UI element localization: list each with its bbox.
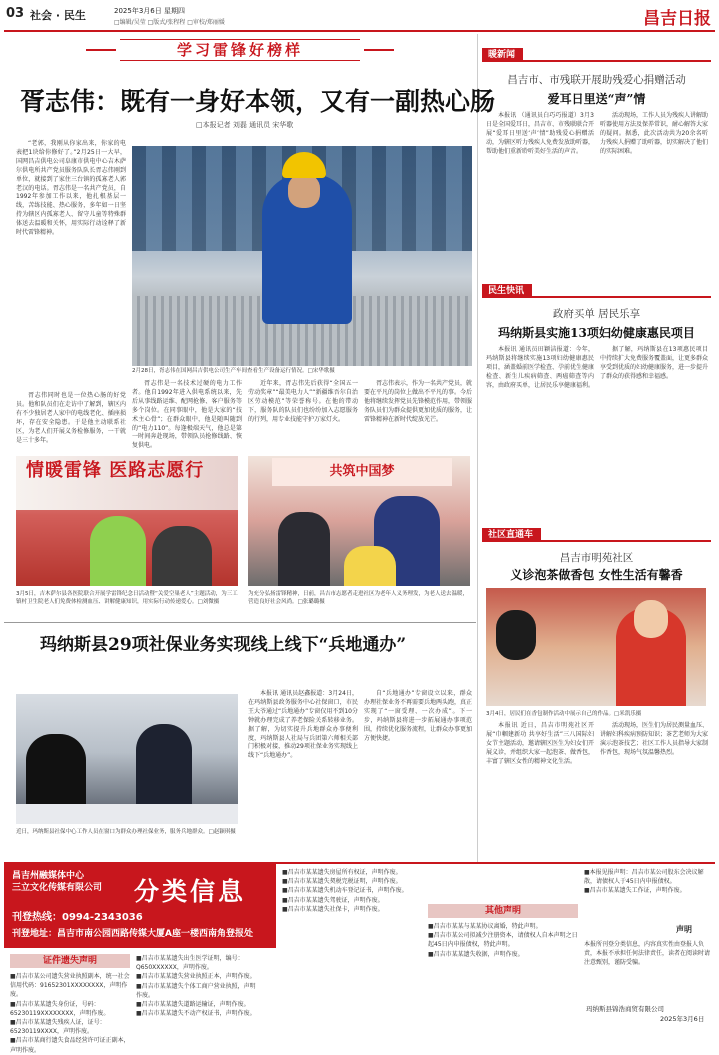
article-title[interactable]: 玛纳斯县29项社保业务实现线上线下“兵地通办” (40, 635, 407, 655)
article-text: 胥志伟是一名技术过硬的电力工作者。他自1992年进入供电系统以来，先后从事线路运维、配网抢修、客户服务等多个岗位。在同事眼中，他是大家的“技术主心骨”；在群众眼中，他是随叫随到的“电力110”。每逢极端天气，他总是第一时间奔赴现场，带领队员抢修线路、恢复供电。 (132, 380, 242, 450)
article-subtitle: 昌吉市明苑社区 (559, 552, 634, 564)
article-text: 胥志伟表示，作为一名共产党员，就要在平凡的岗位上做出不平凡的事。今后他将继续发挥党员先锋模范作用，带领服务队员们为群众提供更加优质的服务，让雷锋精神在新时代绽放光芒。 (364, 380, 473, 423)
article-text: 胥志伟同时也是一位热心肠的好党员。他和队员们在走访中了解到，辖区内有不少独居老人家中的电线老化、插座损坏，存在安全隐患。于是他主动联系社区，为老人们开展义务检修服务，一干就是三十多年。 (16, 392, 126, 444)
photo-caption: 3月5日，吉木萨尔县各医院联合开展学雷锋纪念日活动暨“关爱空巢老人”主题活动，为三工镇村卫生院老人们免费体检测血压、讲解健康知识，用实际行动传递爱心。□刘微摄 (16, 591, 238, 605)
classified-phone[interactable]: 刊登热线：0994-2343036 (12, 912, 143, 923)
photo-sign: 共筑中国梦 (272, 458, 452, 486)
photo-banner: 情暖雷锋 医路志愿行 (16, 456, 238, 510)
photo-caption: 3月4日，居民们在香包制作活动中展示自己的作品。□米凯乐摄 (486, 711, 642, 717)
classified-ad: ■昌吉市某某与某某协议离婚，特此声明。 ■昌吉市某公司拟减少注册资本，请债权人自本声明之日起45日内申报债权，特此声明。 ■昌吉市某某遗失收据，声明作废。 (428, 923, 578, 958)
article-text: 本报讯 通讯员赵鑫报道：3月24日，在玛纳斯县政务服务中心社保窗口，市民王大爷通过“兵地通办”专窗仅用不到10分钟就办理完成了养老保险关系转移业务。据了解，为切实提升兵地群众办事便利度，玛纳斯县人社局与兵团第六师相关部门积极对接，推动29项社保业务实现线上线下“兵地通办”。 (248, 690, 358, 760)
feature-ribbon: 学习雷锋好榜样 (120, 39, 360, 61)
classified-ad: ■昌吉市某某遗失出生医学证明，编号：Q650XXXXXX，声明作废。 ■昌吉市某某遗失营业执照正本，声明作废。 ■昌吉市某某遗失个体工商户营业执照，声明作废。 ■昌吉市某某遗失道路运输证，声明作废。 ■昌吉市某某遗失不动产权证书，声明作废。 (136, 955, 256, 1018)
divider (4, 622, 476, 623)
classified-ad: ■昌吉市某公司遗失营业执照副本，统一社会信用代码：91652301XXXXXXXX，声明作废。 ■昌吉市某某遗失身份证，号码：65230119XXXXXXXX，声明作废。 ■昌吉市某某遗失残疾人证，证号：65230119XXXX，声明作废。 ■昌吉市某商行遗失食品经营许可证正副本，声明作废。 (10, 973, 130, 1054)
editors-line: □编辑/吴莹 □版式/张程程 □审校/郑丽媛 (114, 19, 225, 26)
classified-ad: ■昌吉市某某遗失房屋所有权证，声明作废。 ■昌吉市某某遗失契税完税证明，声明作废。 ■昌吉市某某遗失机动车登记证书，声明作废。 ■昌吉市某某遗失驾驶证，声明作废。 ■昌吉市某某遗失社保卡，声明作废。 (282, 869, 408, 913)
worker-photo[interactable] (132, 146, 472, 364)
article-text: 本报讯 通讯员田颖洁报道：今年，玛纳斯县将继续实施13项妇幼健康惠民项目，涵盖婚前医学检查、孕前优生健康检查、新生儿疾病筛查、两癌筛查等内容，由政府买单，让居民乐享健康福利。 (486, 346, 595, 389)
classified-title: 分类信息 (134, 877, 247, 906)
photo-caption: 近日，玛纳斯县社保中心工作人员在窗口为群众办理社保业务，服务兵地群众。□赵颖琪摄 (16, 829, 236, 835)
section-tag: 社区直通车 (482, 528, 541, 542)
article-byline: □本报记者 刘磊 通讯员 宋华歌 (196, 121, 294, 129)
article-subtitle: 政府买单 居民乐享 (552, 308, 641, 320)
classified-address: 刊登地址：昌吉市南公园西路传媒大厦A座一楼西南角登报处 (12, 929, 253, 939)
article-title[interactable]: 玛纳斯县实施13项妇幼健康惠民项目 (498, 326, 695, 340)
article-text: 本报讯 近日，昌吉市明苑社区开展“巾帼建新功 共享好生活”三八国际妇女节主题活动，邀请辖区医生为妇女们开展义诊，并组织大家一起泡茶、做香包，丰富了辖区女性的精神文化生活。 (486, 722, 595, 765)
community-women-photo[interactable] (486, 588, 706, 706)
article-text: 本报讯 （通讯员白巧巧报道）3月3日是全国爱耳日，昌吉市、市残联联合开展“爱耳日里送‘声’情”助残爱心捐赠活动，为辖区听力残疾人免费发放助听器，帮助他们重新聆听美好生活的声音。 (486, 112, 595, 155)
article-title[interactable]: 义诊泡茶做香包 女性生活有馨香 (510, 568, 683, 582)
classified-org: 昌吉州融媒体中心 三立文化传媒有限公司 (12, 871, 103, 893)
issue-date: 2025年3月6日 星期四 (114, 7, 185, 15)
photo-caption: 2月28日，胥志伟在国网昌吉供电公司生产车间查看生产设备运行情况。□宋华歌摄 (132, 368, 335, 374)
classified-ad: ■本报见报声明：昌吉市某公司股东会决议解散，请债权人于45日内申报债权。 ■昌吉市某某遗失工作证，声明作废。 (584, 869, 704, 895)
classified-section (4, 862, 715, 1054)
article-subtitle: 昌吉市、市残联开展助残爱心捐赠活动 (507, 74, 686, 86)
page-header (0, 0, 719, 34)
other-notice-heading: 其他声明 (428, 904, 578, 918)
photo-caption: 为充分弘扬雷锋精神，日前，昌吉市志愿者走进社区为老年人义务理发，为老人送去温暖，营造良好社会风尚。□张璐璐摄 (248, 591, 469, 605)
section-header-warm-news (482, 48, 711, 62)
declaration-org: 玛纳斯县锦浩商贸有限公司 (586, 1005, 664, 1013)
declaration-text: 本报所刊登分类信息，内容真实性由登报人负责，本报不承担任何法律责任，读者在阅读时请注意甄别，谨防受骗。 (584, 941, 711, 967)
article-text: 活动现场，医生们为居民测量血压、讲解妇科疾病预防知识；茶艺老师为大家演示泡茶技艺；社区工作人员指导大家制作香包，现场气氛温馨热烈。 (600, 722, 709, 756)
declaration-heading: 声明 (676, 925, 692, 934)
haircut-photo[interactable] (248, 456, 470, 586)
section-tag: 暖新闻 (482, 48, 523, 62)
header-rule (4, 30, 715, 32)
volunteer-photo[interactable] (16, 456, 238, 586)
declaration-date: 2025年3月6日 (660, 1015, 705, 1023)
section-header-livelihood (482, 284, 711, 298)
article-text: “老郭，我刚从你家出来，你家的电表把1块给你修好了。”2月25日一大早，国网昌吉供电公司阜康市供电中心吉木萨尔供电所共产党员服务队队长胥志伟刚到单位，就接到了家住三台镇的孤寡老人郭老汉的电话。胥志伟是一名共产党员，自1992年参加工作以来，他扎根基层一线，苦练技能、热心服务，多年如一日坚持为辖区内孤寡老人、留守儿童等特殊群体送去温暖和关怀，用实际行动诠释了新时代雷锋精神。 (16, 140, 126, 237)
section-header-community (482, 528, 711, 542)
section-name: 社会 · 民生 (30, 9, 86, 22)
column-divider (477, 34, 478, 862)
article-text: 活动现场，工作人员为残疾人讲解助听器使用方法及保养常识，耐心解答大家的疑问。据悉，此次活动共为20余名听力残疾人捐赠了助听器，切实解决了他们的实际困难。 (600, 112, 709, 155)
lost-notice-heading: 证件遗失声明 (10, 954, 130, 968)
classified-banner (4, 864, 276, 948)
article-title[interactable]: 胥志伟：既有一身好本领，又有一副热心肠 (20, 87, 496, 116)
article-text: 近年来，胥志伟先后获得“全国五一劳动奖章”“最美电力人”“新疆维吾尔自治区劳动模范”等荣誉称号。在他的带动下，服务队的队员们也纷纷加入志愿服务的行列，用专业技能守护万家灯火。 (248, 380, 358, 423)
article-text: 自“兵地通办”专窗设立以来，群众办理社保业务不再需要兵地两头跑，真正实现了“一窗受理、一次办成”。下一步，玛纳斯县将进一步拓展通办事项范围，持续优化服务流程，让群众办事更加方便快捷。 (364, 690, 473, 742)
page-number: 03 (6, 6, 25, 21)
newspaper-logo: 昌吉日报 (643, 9, 711, 29)
section-tag: 民生快讯 (482, 284, 532, 298)
article-text: 据了解，玛纳斯县在13项惠民项目中持续扩大免费服务覆盖面，让更多群众享受到优质的妇幼健康服务，进一步提升了群众的获得感和幸福感。 (600, 346, 709, 380)
article-title[interactable]: 爱耳日里送“声”情 (547, 92, 646, 106)
service-window-photo[interactable] (16, 694, 238, 824)
